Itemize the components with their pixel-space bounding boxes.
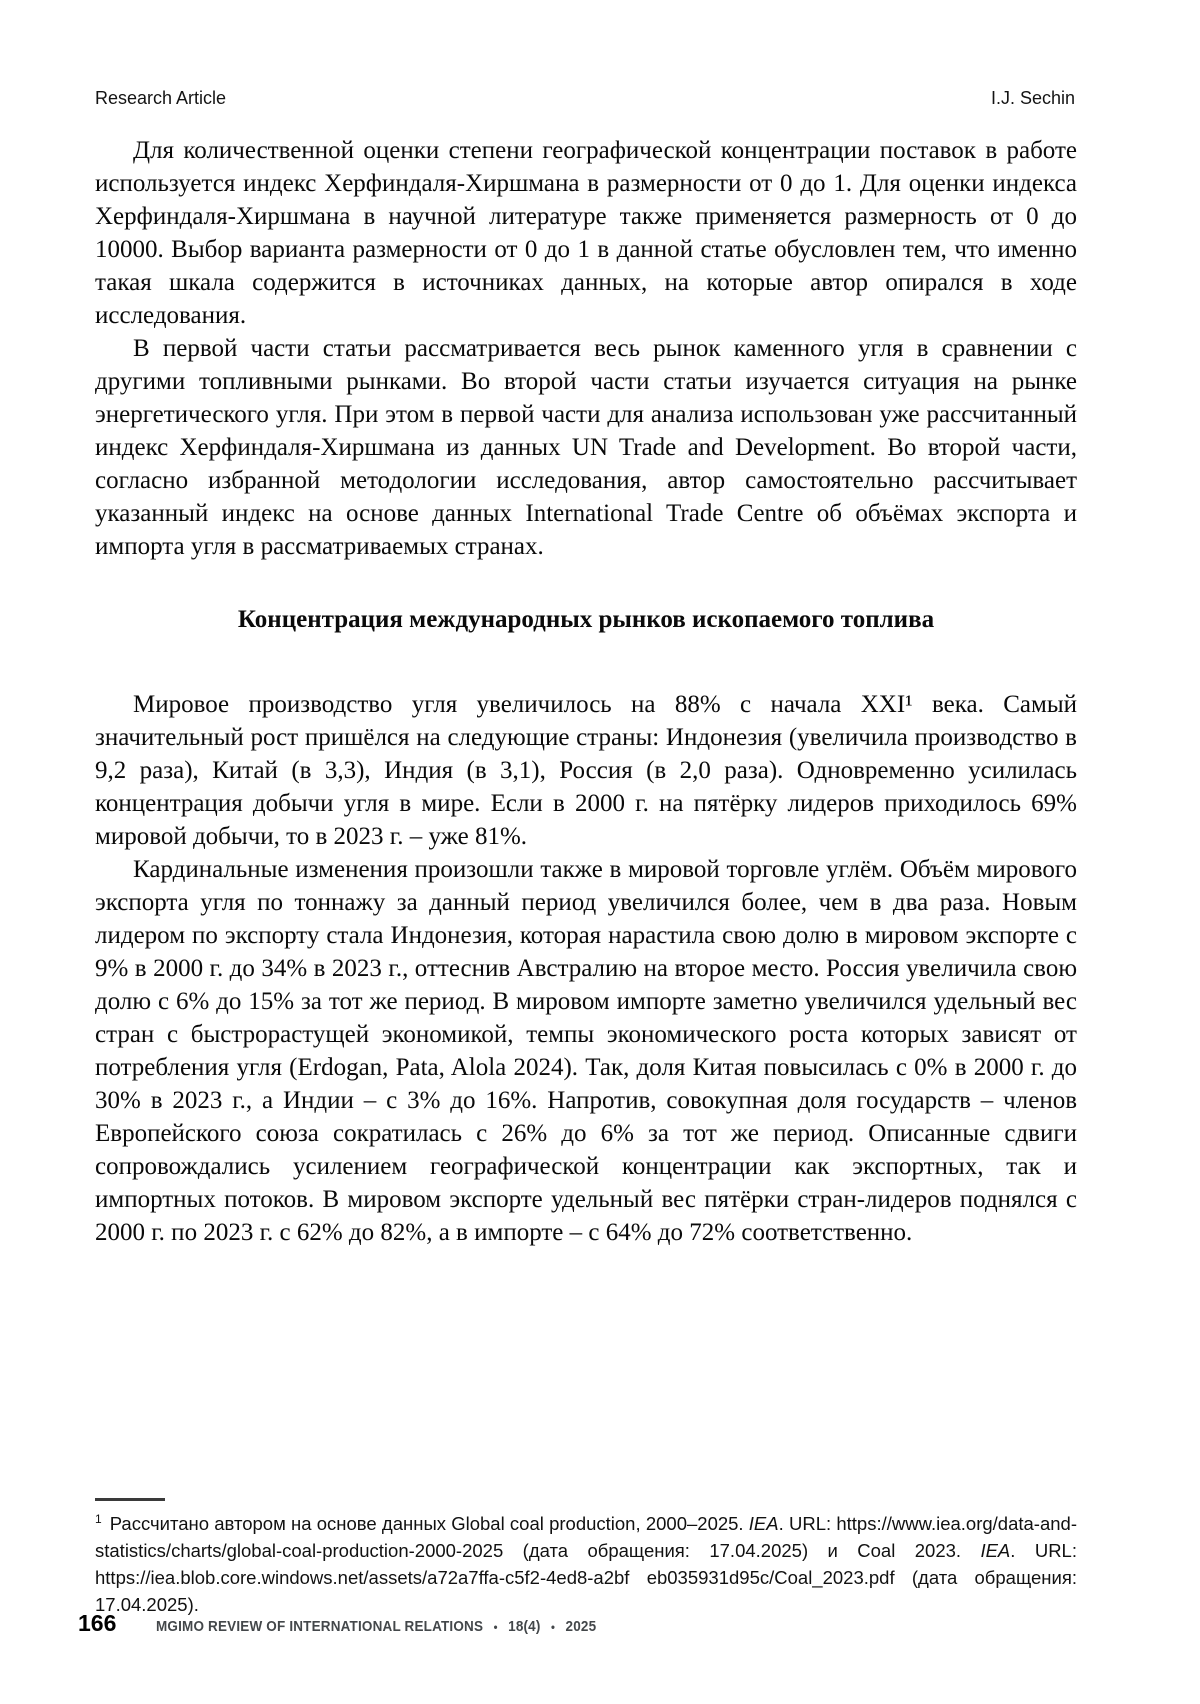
body-paragraph-1: Для количественной оценки степени географической концентрации поставок в работе используется индекс Херфиндаля-Хиршмана в размерности от 0 до 1. Для оценки индекса Херфиндаля-Хиршмана в научной литературе также применяется размерность от 0 до 10000. Выбор варианта размерности от 0 до 1 в данной статье обусловлен тем, что именно такая шкала содержится в источниках данных, на которые автор опирался в ходе исследования. (95, 137, 1077, 329)
page-header (95, 88, 1075, 109)
footnote-text: $^1$ Рассчитано автором на основе данных Global coal production, 2000–2025. IEA. URL: https://www.iea.org/data-and-statistics/charts/global-coal-production-2000-2025 (дата обращения: 17.04.2025) и Coal 2023. IEA. URL: https://iea.blob.core.windows.net/assets/a72a7ffa-c5f2-4ed8-a2bf eb035931d95c/Coal_2023.pdf (дата обращения: 17.04.2025). (95, 1511, 1077, 1615)
journal-imprint-line (156, 1619, 596, 1635)
header-article-type: Research Article (95, 88, 227, 108)
journal-issue: 18(4) (508, 1619, 541, 1635)
footer-separator-dot: • (551, 1620, 556, 1634)
body-paragraph-3: Мировое производство угля увеличилось на 88% с начала XXI¹ века. Самый значительный рост пришёлся на следующие страны: Индонезия (увеличила производство в 9,2 раза), Китай (в 3,3), Индия (в 3,1), Россия (в 2,0 раза). Одновременно усилилась концентрация добычи угля в мире. Если в 2000 г. на пятёрку лидеров приходилось 69% мировой добычи, то в 2023 г. – уже 81%. (95, 691, 1077, 850)
page-footer (78, 1610, 630, 1637)
header-author-name: I.J. Sechin (990, 88, 1075, 108)
footer-separator-dot: • (493, 1620, 499, 1634)
body-paragraph-2: В первой части статьи рассматривается весь рынок каменного угля в сравнении с другими топливными рынками. Во второй части статьи изучается ситуация на рынке энергетического угля. При этом в первой части для анализа использован уже рассчитанный индекс Херфиндаля-Хиршмана из данных UN Trade and Development. Во второй части, согласно избранной методологии исследования, автор самостоятельно рассчитывает указанный индекс на основе данных International Trade Centre об объёмах экспорта и импорта угля в рассматриваемых странах. (95, 335, 1077, 560)
footnote-separator-rule (95, 1498, 165, 1501)
journal-name: MGIMO REVIEW OF INTERNATIONAL RELATIONS (156, 1619, 484, 1635)
body-paragraph-4: Кардинальные изменения произошли также в мировой торговле углём. Объём мирового экспорта угля по тоннажу за данный период увеличился более, чем в два раза. Новым лидером по экспорту стала Индонезия, которая нарастила свою долю в мировом экспорте с 9% в 2000 г. до 34% в 2023 г., оттеснив Австралию на второе место. Россия увеличила свою долю с 6% до 15% за тот же период. В мировом импорте заметно увеличился удельный вес стран с быстрорастущей экономикой, темпы экономического роста которых зависят от потребления угля (Erdogan, Pata, Alola 2024). Так, доля Китая повысилась с 0% в 2000 г. до 30% в 2023 г., а Индии – с 3% до 16%. Напротив, совокупная доля государств – членов Европейского союза сократилась с 26% до 6% за тот же период. Описанные сдвиги сопровождались усилением географической концентрации как экспортных, так и импортных потоков. В мировом экспорте удельный вес пятёрки стран-лидеров поднялся с 2000 г. по 2023 г. с 62% до 82%, а в импорте – с 64% до 72% соответственно. (95, 856, 1077, 1246)
article-body (95, 134, 1077, 1249)
footnote-area (95, 1498, 1077, 1618)
page-number: 166 (78, 1610, 117, 1636)
section-heading: Концентрация международных рынков ископаемого топлива (237, 606, 935, 633)
journal-year: 2025 (565, 1619, 597, 1635)
